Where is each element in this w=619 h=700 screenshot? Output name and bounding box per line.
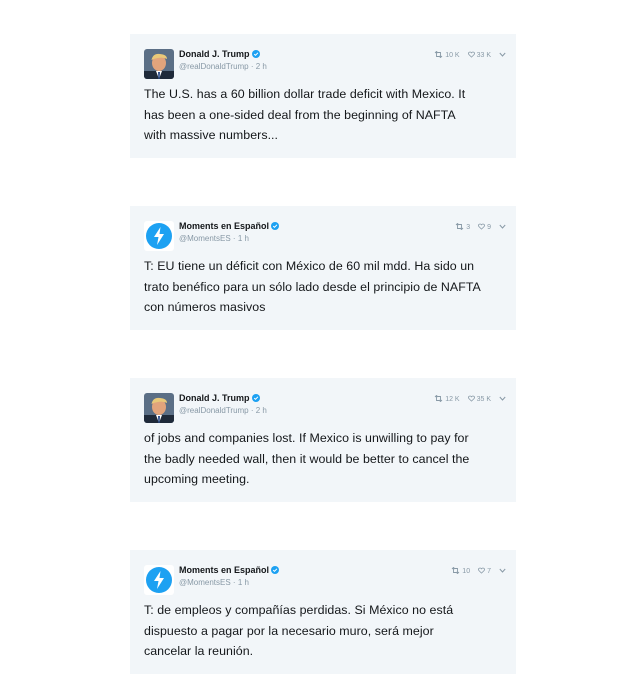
like-count: 7 [487, 568, 491, 575]
heart-icon [478, 567, 485, 576]
author-name[interactable]: Moments en Español [179, 565, 270, 575]
like-action[interactable] [468, 51, 491, 60]
retweet-action[interactable] [434, 395, 459, 404]
handle-line: @realDonaldTrump · 2 h [179, 406, 267, 415]
heart-icon [468, 51, 475, 60]
like-action[interactable] [478, 223, 491, 232]
retweet-icon [455, 223, 464, 232]
retweet-action[interactable] [451, 567, 470, 576]
like-count: 35 K [476, 396, 491, 403]
heart-icon [478, 223, 485, 232]
verified-icon [271, 566, 279, 574]
handle-line: @MomentsES · 1 h [179, 578, 249, 587]
like-action[interactable] [468, 395, 491, 404]
author-handle[interactable]: @realDonaldTrump [179, 62, 249, 71]
verified-icon [271, 222, 279, 230]
author-line [179, 565, 279, 575]
tweet-card[interactable] [130, 206, 516, 330]
tweet-text: T: de empleos y compañías perdidas. Si México no está dispuesto a pagar por la necesario muro, será mejor cancelar la reunión. [144, 603, 454, 658]
retweet-icon [451, 567, 460, 576]
author-name[interactable]: Moments en Español [179, 221, 270, 231]
like-action[interactable] [478, 567, 491, 576]
author-name[interactable]: Donald J. Trump [179, 49, 250, 59]
handle-line: @realDonaldTrump · 2 h [179, 62, 267, 71]
tweet-time[interactable]: 1 h [237, 234, 249, 243]
author-line [179, 49, 260, 59]
like-count: 9 [487, 224, 491, 231]
retweet-icon [434, 51, 443, 60]
tweet-actions [455, 223, 506, 232]
verified-icon [252, 394, 260, 402]
trump-avatar[interactable] [144, 49, 174, 79]
chevron-down-icon[interactable] [499, 224, 506, 231]
retweet-count: 3 [466, 224, 471, 231]
verified-icon [252, 50, 260, 58]
retweet-count: 10 [462, 568, 471, 575]
heart-icon [468, 395, 475, 404]
tweet-actions [434, 395, 506, 404]
tweet-time[interactable]: 2 h [255, 406, 267, 415]
tweet-card[interactable] [130, 378, 516, 502]
retweet-icon [434, 395, 443, 404]
tweet-text: The U.S. has a 60 billion dollar trade deficit with Mexico. It has been a one-sided deal from the beginning of NAFTA with massive numbers... [144, 87, 466, 142]
author-handle[interactable]: @realDonaldTrump [179, 406, 249, 415]
chevron-down-icon[interactable] [499, 568, 506, 575]
retweet-count: 10 K [445, 52, 460, 59]
tweet-card[interactable] [130, 550, 516, 674]
chevron-down-icon[interactable] [499, 396, 506, 403]
tweet-actions [451, 567, 506, 576]
author-line [179, 221, 279, 231]
tweet-text: T: EU tiene un déficit con México de 60 mil mdd. Ha sido un trato benéfico para un sólo lado desde el principio de NAFTA con números masivos [144, 259, 481, 314]
handle-line: @MomentsES · 1 h [179, 234, 249, 243]
moments-avatar[interactable] [144, 565, 174, 595]
trump-avatar[interactable] [144, 393, 174, 423]
author-handle[interactable]: @MomentsES [179, 578, 231, 587]
chevron-down-icon[interactable] [499, 52, 506, 59]
like-count: 33 K [476, 52, 491, 59]
moments-avatar[interactable] [144, 221, 174, 251]
retweet-count: 12 K [445, 396, 460, 403]
tweet-text: of jobs and companies lost. If Mexico is unwilling to pay for the badly needed wall, then it would be better to cancel the upcoming meeting. [144, 431, 470, 486]
author-handle[interactable]: @MomentsES [179, 234, 231, 243]
author-line [179, 393, 260, 403]
tweet-card[interactable] [130, 34, 516, 158]
author-name[interactable]: Donald J. Trump [179, 393, 250, 403]
retweet-action[interactable] [455, 223, 470, 232]
tweet-time[interactable]: 2 h [255, 62, 267, 71]
tweet-time[interactable]: 1 h [237, 578, 249, 587]
tweet-actions [434, 51, 506, 60]
retweet-action[interactable] [434, 51, 459, 60]
